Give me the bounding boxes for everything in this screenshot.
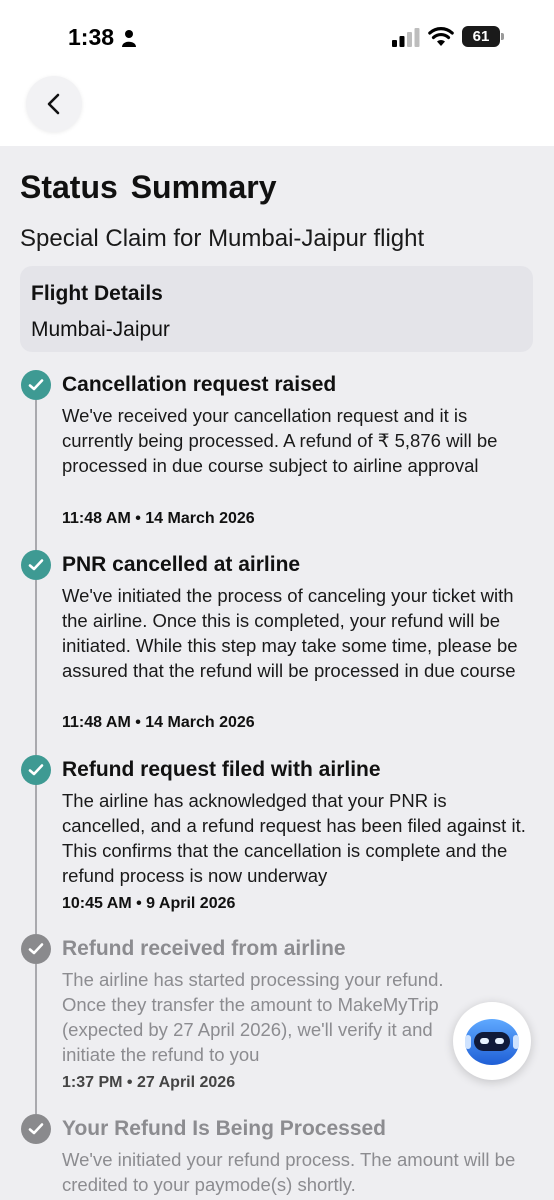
claim-subtitle: Special Claim for Mumbai-Jaipur flight (20, 225, 425, 252)
step-title: Refund request filed with airline (62, 758, 381, 781)
chatbot-assistant-button[interactable] (453, 1002, 531, 1080)
step-title: Refund received from airline (62, 937, 346, 960)
step-description: The airline has started processing your refund. Once they transfer the amount to MakeMyTrip (expected by 27 April 2026), we'll verify it and initiate the refund to you (62, 969, 444, 1065)
step-pending-check-icon (21, 1114, 51, 1144)
timeline-connector (35, 580, 37, 755)
timeline-connector (35, 400, 37, 555)
status-summary-panel (0, 146, 554, 1200)
step-timestamp: 11:48 AM • 14 March 2026 (62, 510, 255, 527)
page-title: Status Summary (20, 169, 277, 205)
cellular-signal-icon (392, 27, 420, 47)
step-title: PNR cancelled at airline (62, 553, 301, 576)
flight-details-heading: Flight Details (31, 282, 163, 305)
status-bar (0, 0, 554, 72)
step-completed-check-icon (21, 550, 51, 580)
wifi-icon (428, 25, 454, 47)
flight-details-card (20, 266, 533, 352)
battery-cap (501, 33, 504, 40)
step-timestamp: 10:45 AM • 9 April 2026 (62, 895, 236, 912)
step-completed-check-icon (21, 755, 51, 785)
battery-icon (462, 26, 504, 47)
step-title: Cancellation request raised (62, 373, 337, 396)
step-completed-check-icon (21, 370, 51, 400)
robot-icon (459, 1011, 525, 1071)
timeline-connector (35, 964, 37, 1114)
timeline-connector (35, 784, 37, 934)
step-description: We've received your cancellation request and it is currently being processed. A refund of ₹ 5,876 will be processed in due course subject to airline approval (62, 405, 498, 476)
step-timestamp: 11:48 AM • 14 March 2026 (62, 714, 255, 731)
person-icon (122, 29, 136, 47)
battery-level: 61 (462, 26, 500, 47)
step-timestamp: 1:37 PM • 27 April 2026 (62, 1074, 236, 1091)
clock: 1:38 (68, 24, 115, 50)
step-pending-check-icon (21, 934, 51, 964)
step-description: We've initiated your refund process. The amount will be credited to your paymode(s) shortly. (62, 1149, 516, 1195)
back-button[interactable] (26, 76, 82, 132)
flight-route: Mumbai-Jaipur (31, 318, 170, 341)
chevron-left-icon (44, 92, 64, 116)
step-description: We've initiated the process of canceling your ticket with the airline. Once this is completed, your refund will be initiated. While this step may take some time, please be assured that the refund will be processed in due course (62, 585, 518, 681)
step-description: The airline has acknowledged that your PNR is cancelled, and a refund request has been filed against it. This confirms that the cancellation is complete and the refund process is now underway (62, 790, 526, 886)
top-navigation (0, 72, 554, 146)
step-title: Your Refund Is Being Processed (62, 1117, 387, 1140)
